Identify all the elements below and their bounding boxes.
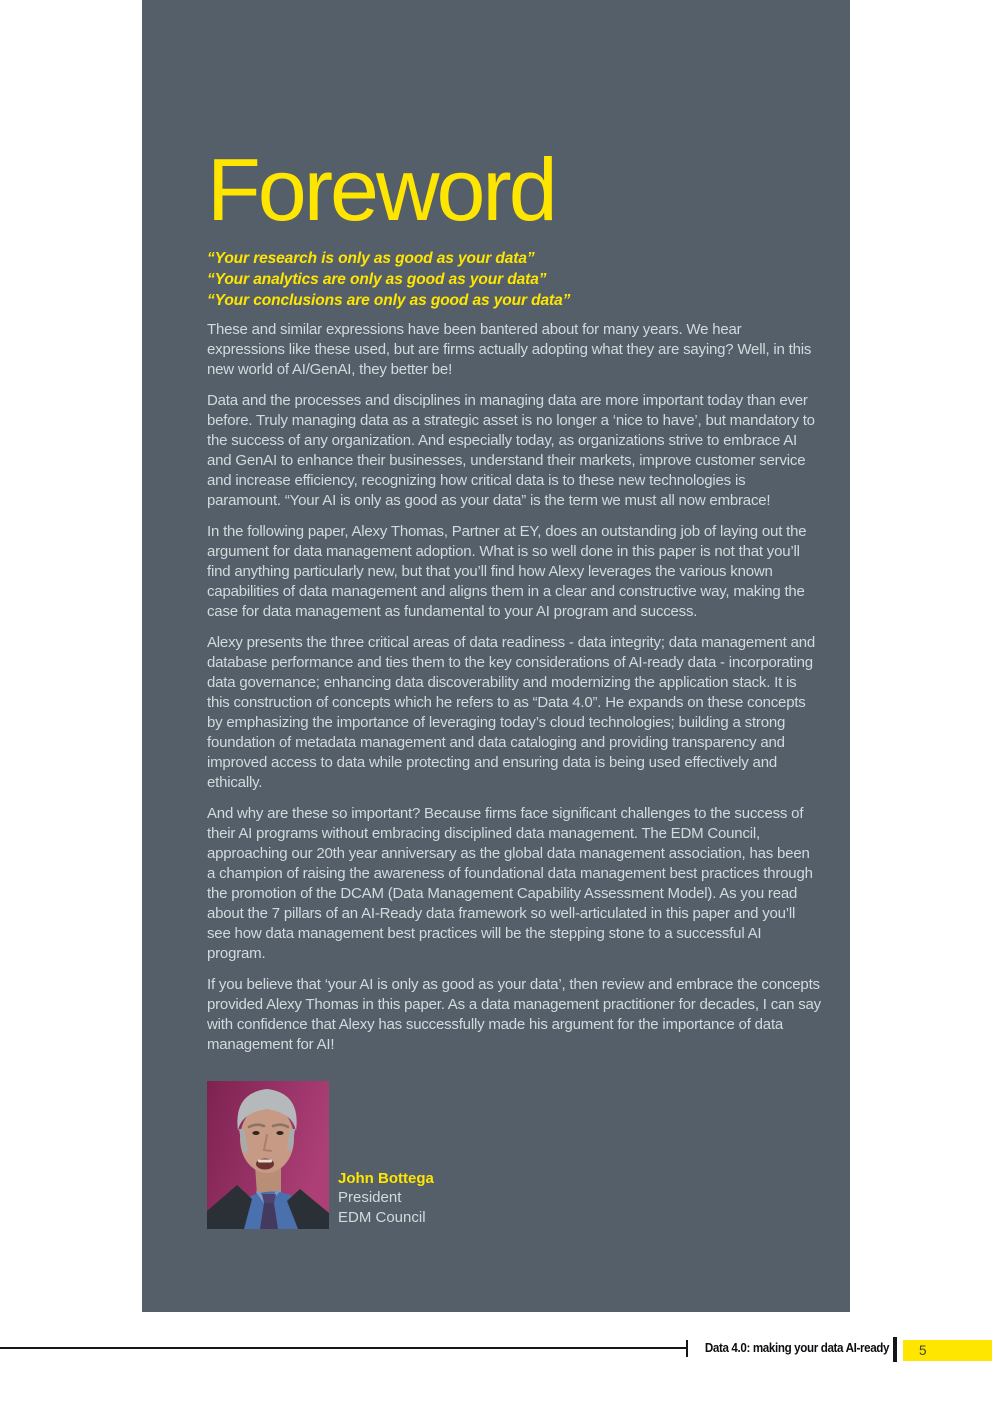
portrait-photo [207, 1081, 329, 1229]
footer-divider [893, 1337, 897, 1362]
paragraph: If you believe that ‘your AI is only as good as your data’, then review and embrace the concepts provided Alexy Thomas in this paper. As a data management practitioner for decades, I can say with confidence that Alexy has successfully made his argument for the importance of data management for AI! [207, 976, 821, 1053]
footer-rule-tick [686, 1340, 688, 1357]
quote-line: “Your research is only as good as your data” [207, 250, 535, 267]
paragraph: In the following paper, Alexy Thomas, Partner at EY, does an outstanding job of laying out the argument for data management adoption. What is so well done in this paper is not that you’ll find anything particularly new, but that you’ll find how Alexy leverages the various known capabilities of data management and aligns them in a clear and constructive way, making the case for data management as fundamental to your AI program and success. [207, 523, 807, 620]
paragraph: Alexy presents the three critical areas of data readiness - data integrity; data management and database performance and ties them to the key considerations of AI-ready data - incorporating data governance; enhancing data discoverability and modernizing the application stack. It is this construction of concepts which he refers to as “Data 4.0”. He expands on these concepts by emphasizing the importance of leveraging today’s cloud technologies; building a strong foundation of metadata management and data cataloging and providing transparency and improved access to data while protecting and ensuring data is being used effectively and ethically. [207, 634, 816, 791]
footer-doc-title: Data 4.0: making your data AI-ready [704, 1341, 889, 1355]
signature-block [207, 1081, 821, 1229]
quote-line: “Your analytics are only as good as your data” [207, 271, 547, 288]
content-panel [142, 0, 850, 1312]
paragraph: These and similar expressions have been bantered about for many years. We hear expressions like these used, but are firms actually adopting what they are saying? Well, in this new world of AI/GenAI, they better be! [207, 321, 812, 378]
footer-rule [0, 1347, 687, 1349]
quote-line: “Your conclusions are only as good as your data” [207, 292, 571, 309]
signature-name: John Bottega [338, 1169, 434, 1187]
quote-block [207, 248, 821, 311]
paragraph: And why are these so important? Because firms face significant challenges to the success of their AI programs without embracing disciplined data management. The EDM Council, approaching our 20th year anniversary as the global data management association, has been a champion of raising the awareness of foundational data management best practices through the promotion of the DCAM (Data Management Capability Assessment Model). As you read about the 7 pillars of an AI-Ready data framework so well-articulated in this paper and you’ll see how data management best practices will be the stepping stone to a successful AI program. [207, 805, 813, 962]
signature-role: President [338, 1189, 402, 1206]
page-title: Foreword [207, 140, 555, 239]
body-copy [207, 320, 821, 1055]
signature-text [338, 1169, 434, 1230]
page-number-badge [903, 1340, 992, 1361]
page-number: 5 [919, 1343, 927, 1358]
content-column [207, 0, 821, 1229]
paragraph: Data and the processes and disciplines in managing data are more important today than ever before. Truly managing data as a strategic asset is no longer a ‘nice to have’, but mandatory to the success of any organization. And especially today, as organizations strive to embrace AI and GenAI to enhance their businesses, understand their markets, improve customer service and increase efficiency, recognizing how critical data is to these new technologies is paramount. “Your AI is only as good as your data” is the term we must all now embrace! [207, 392, 815, 509]
signature-organization: EDM Council [338, 1208, 426, 1226]
